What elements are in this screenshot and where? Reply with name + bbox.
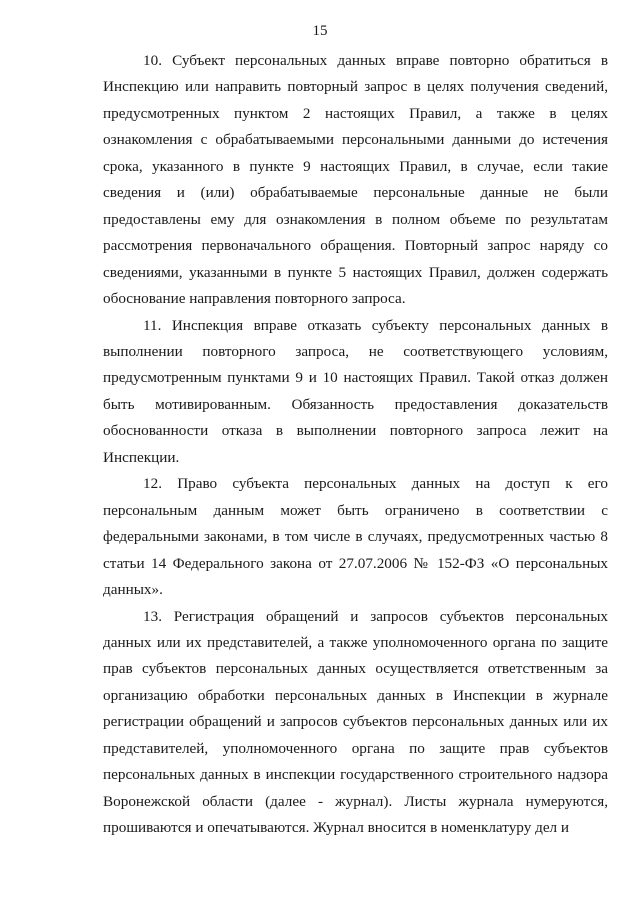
page-number: 15 — [312, 23, 328, 39]
paragraph-12: 12. Право субъекта персональных данных на доступ к его персональным данным может быть ограничено в соответствии с федеральными законами, в том числе в случаях, предусмотренных частью 8 статьи 14 Федерального закона от 27.07.2006 № 152-ФЗ «О персональных данных». — [103, 475, 608, 599]
document-body — [103, 48, 608, 842]
paragraph-10: 10. Субъект персональных данных вправе повторно обратиться в Инспекцию или направить повторный запрос в целях получения сведений, предусмотренных пунктом 2 настоящих Правил, а также в целях ознакомления с обрабатываемыми персональными данными до истечения срока, указанного в пункте 9 настоящих Правил, в случае, если такие сведения и (или) обрабатываемые персональные данные не были предоставлены ему для ознакомления в полном объеме по результатам рассмотрения первоначального обращения. Повторный запрос наряду со сведениями, указанными в пункте 5 настоящих Правил, должен содержать обоснование направления повторного запроса. — [103, 52, 608, 308]
paragraph-11: 11. Инспекция вправе отказать субъекту персональных данных в выполнении повторного запроса, не соответствующего условиям, предусмотренным пунктами 9 и 10 настоящих Правил. Такой отказ должен быть мотивированным. Обязанность предоставления доказательств обоснованности отказа в выполнении повторного запроса лежит на Инспекции. — [103, 316, 608, 466]
paragraph-13: 13. Регистрация обращений и запросов субъектов персональных данных или их представителей, а также уполномоченного органа по защите прав субъектов персональных данных осуществляется ответственным за организацию обработки персональных данных в Инспекции в журнале регистрации обращений и запросов субъектов персональных данных или их представителей, уполномоченного органа по защите прав субъектов персональных данных в инспекции государственного строительного надзора Воронежской области (далее - журнал). Листы журнала нумеруются, прошиваются и опечатываются. Журнал вносится в номенклатуру дел и — [103, 607, 608, 837]
